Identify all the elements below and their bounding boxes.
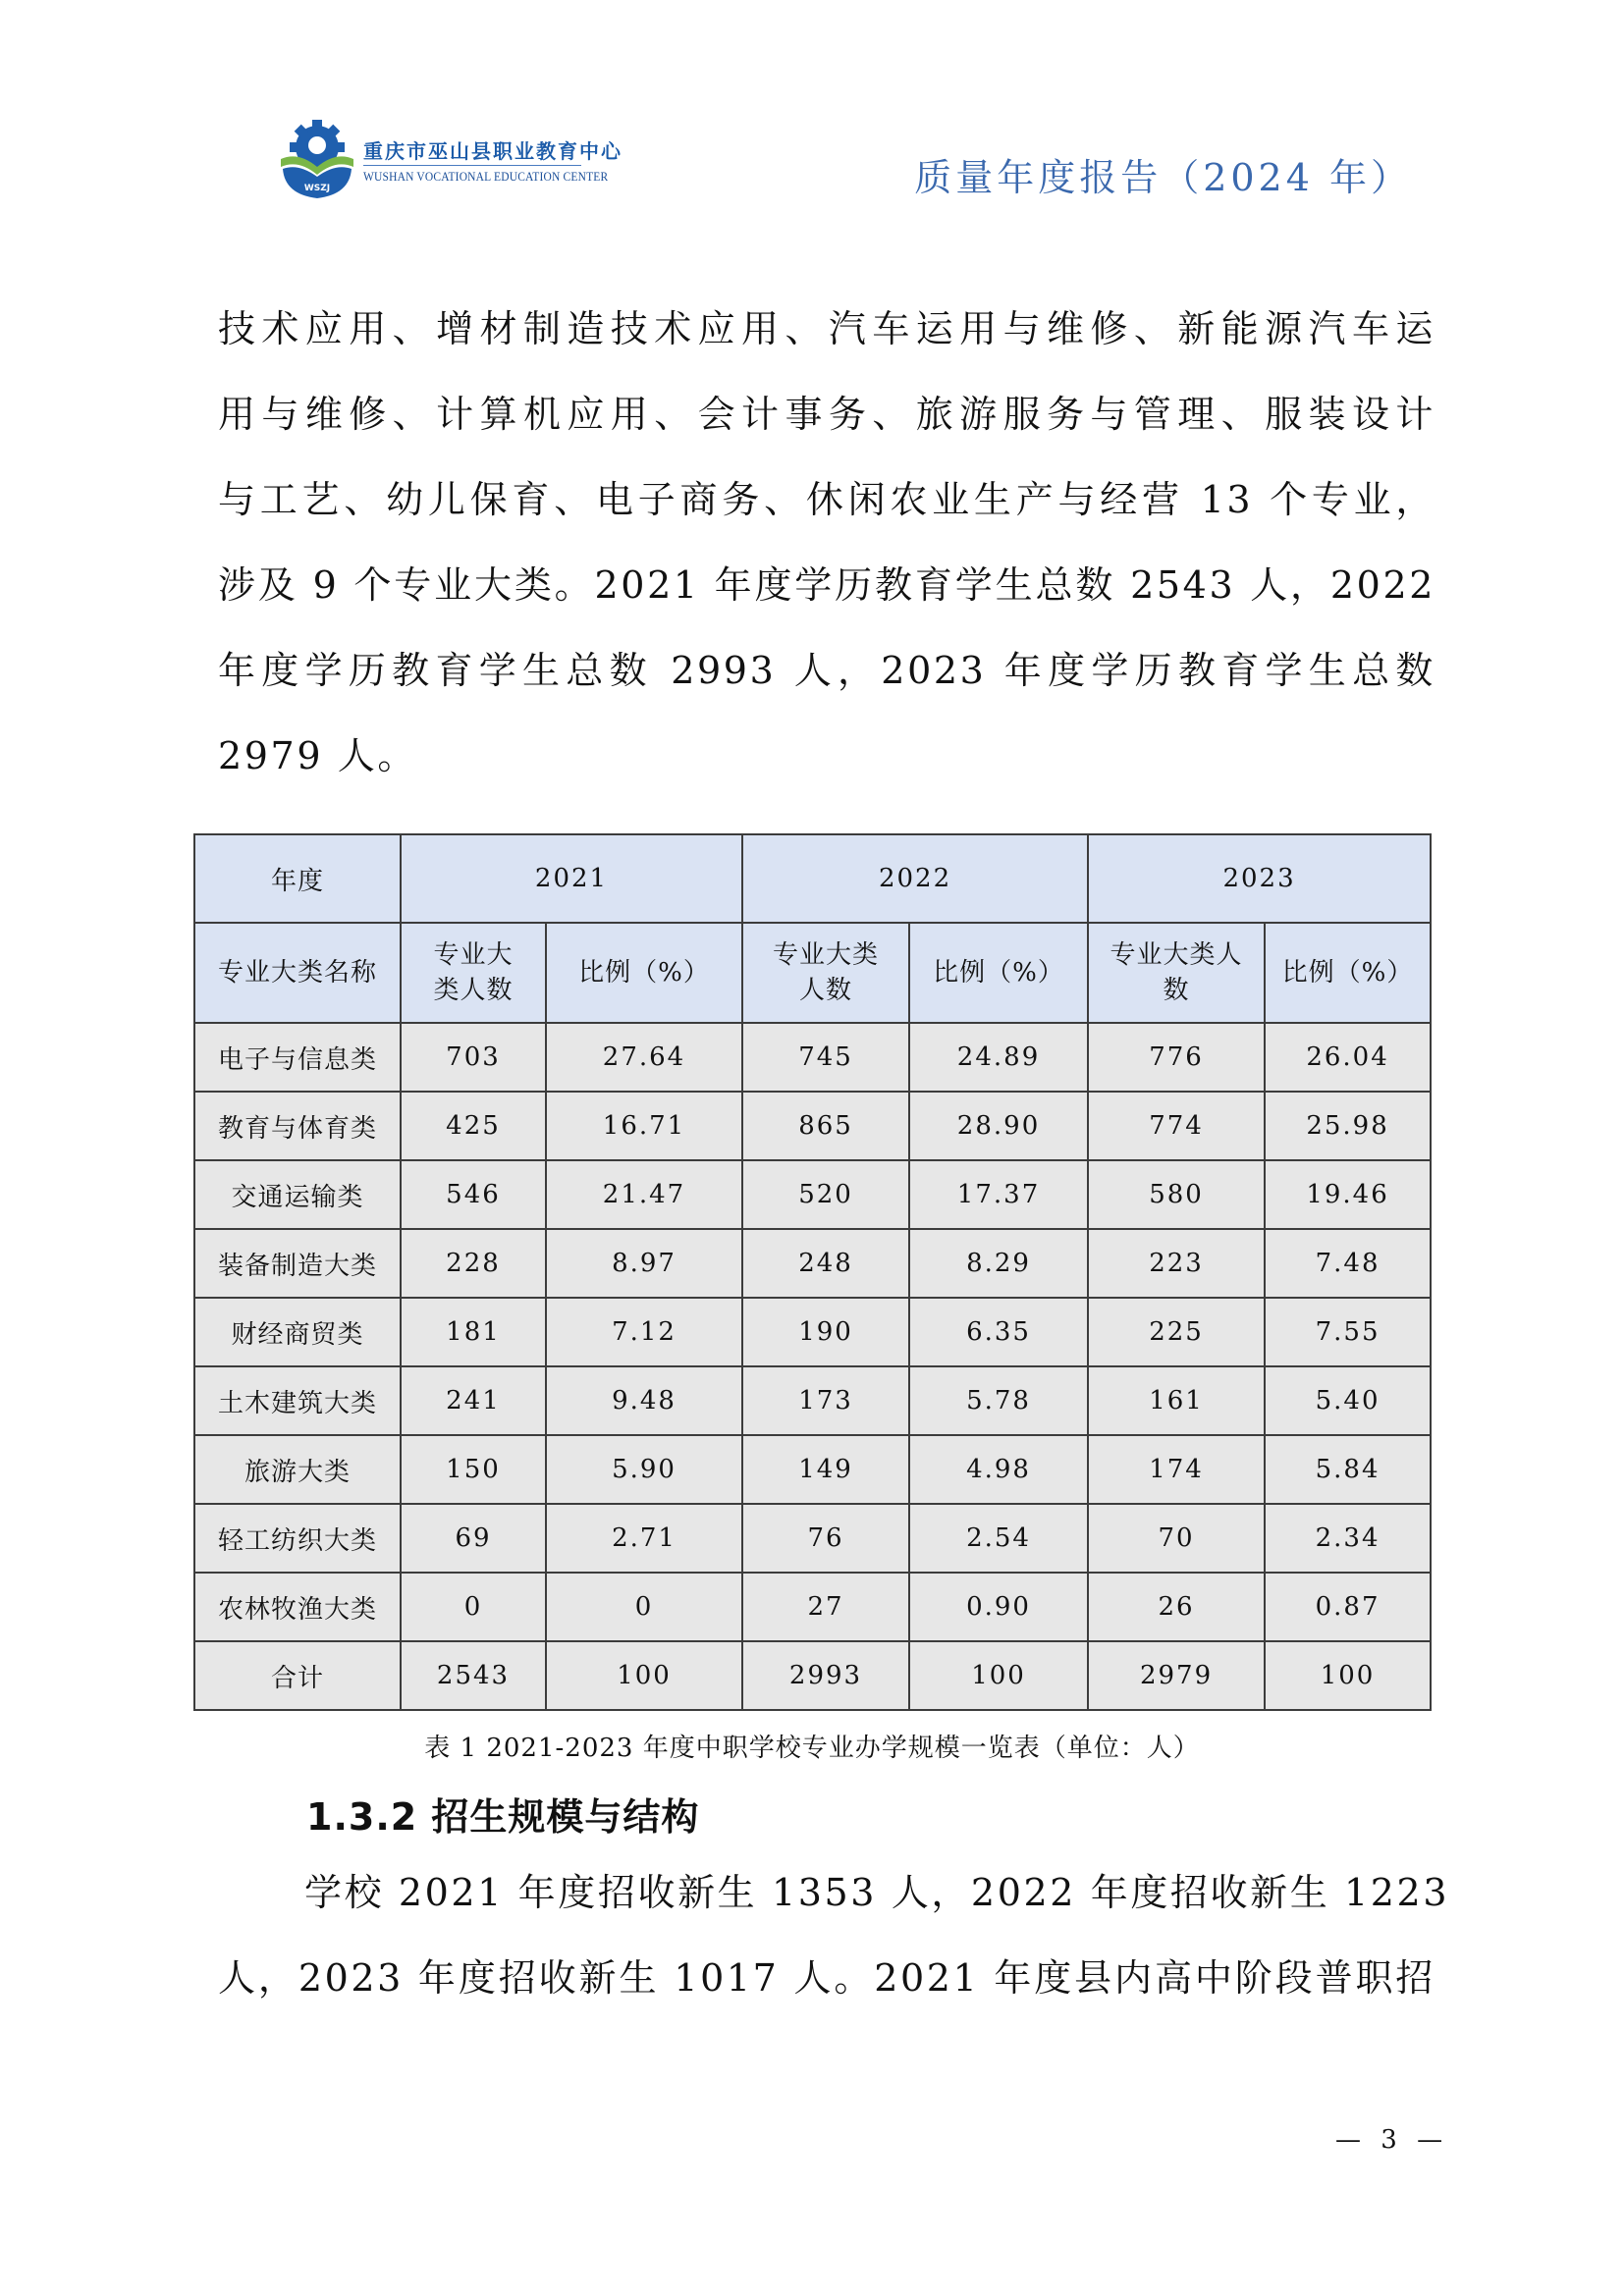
cell-count-2023: 225 bbox=[1088, 1298, 1265, 1366]
cell-count-2021: 150 bbox=[401, 1435, 546, 1504]
cell-category-name: 旅游大类 bbox=[194, 1435, 401, 1504]
gear-book-logo-icon bbox=[273, 116, 361, 200]
cell-count-2023: 70 bbox=[1088, 1504, 1265, 1573]
cell-count-2022: 149 bbox=[742, 1435, 909, 1504]
cell-count-2023: 174 bbox=[1088, 1435, 1265, 1504]
cell-count-2022: 2993 bbox=[742, 1641, 909, 1710]
cell-ratio-2023: 2.34 bbox=[1265, 1504, 1431, 1573]
cell-ratio-2021: 0 bbox=[546, 1573, 742, 1641]
logo-divider bbox=[363, 165, 581, 166]
cell-ratio-2021: 16.71 bbox=[546, 1092, 742, 1160]
cell-ratio-2021: 8.97 bbox=[546, 1229, 742, 1298]
cell-ratio-2023: 100 bbox=[1265, 1641, 1431, 1710]
header-ratio-2021: 比例（%） bbox=[546, 923, 742, 1023]
cell-category-name: 轻工纺织大类 bbox=[194, 1504, 401, 1573]
school-name-english: WUSHAN VOCATIONAL EDUCATION CENTER bbox=[363, 170, 609, 184]
cell-count-2021: 181 bbox=[401, 1298, 546, 1366]
cell-ratio-2022: 4.98 bbox=[909, 1435, 1088, 1504]
table-row-total bbox=[194, 1641, 1431, 1710]
cell-ratio-2022: 24.89 bbox=[909, 1023, 1088, 1092]
cell-count-2022: 865 bbox=[742, 1092, 909, 1160]
table-row bbox=[194, 1366, 1431, 1435]
cell-ratio-2021: 2.71 bbox=[546, 1504, 742, 1573]
report-title: 质量年度报告（2024 年） bbox=[914, 156, 1412, 199]
cell-ratio-2023: 7.48 bbox=[1265, 1229, 1431, 1298]
cell-count-2023: 776 bbox=[1088, 1023, 1265, 1092]
cell-ratio-2023: 25.98 bbox=[1265, 1092, 1431, 1160]
cell-ratio-2021: 9.48 bbox=[546, 1366, 742, 1435]
cell-count-2023: 580 bbox=[1088, 1160, 1265, 1229]
body-paragraph-admissions bbox=[218, 1850, 1450, 2021]
cell-ratio-2021: 100 bbox=[546, 1641, 742, 1710]
cell-ratio-2022: 2.54 bbox=[909, 1504, 1088, 1573]
section-heading: 1.3.2 招生规模与结构 bbox=[306, 1795, 700, 1839]
cell-ratio-2022: 17.37 bbox=[909, 1160, 1088, 1229]
header-year-2022: 2022 bbox=[742, 834, 1088, 923]
cell-count-2023: 26 bbox=[1088, 1573, 1265, 1641]
cell-category-name: 交通运输类 bbox=[194, 1160, 401, 1229]
cell-ratio-2021: 5.90 bbox=[546, 1435, 742, 1504]
cell-count-2022: 520 bbox=[742, 1160, 909, 1229]
cell-ratio-2023: 19.46 bbox=[1265, 1160, 1431, 1229]
body-paragraph-majors bbox=[218, 287, 1435, 799]
cell-category-name: 合计 bbox=[194, 1641, 401, 1710]
cell-count-2022: 27 bbox=[742, 1573, 909, 1641]
text-line: 2979 人。 bbox=[218, 734, 417, 777]
text-line: 技术应用、增材制造技术应用、汽车运用与维修、新能源汽车运 bbox=[218, 307, 1435, 350]
cell-count-2021: 546 bbox=[401, 1160, 546, 1229]
cell-count-2021: 703 bbox=[401, 1023, 546, 1092]
cell-count-2023: 2979 bbox=[1088, 1641, 1265, 1710]
cell-ratio-2023: 0.87 bbox=[1265, 1573, 1431, 1641]
cell-count-2021: 69 bbox=[401, 1504, 546, 1573]
header-ratio-2023: 比例（%） bbox=[1265, 923, 1431, 1023]
cell-count-2023: 161 bbox=[1088, 1366, 1265, 1435]
cell-category-name: 财经商贸类 bbox=[194, 1298, 401, 1366]
cell-ratio-2021: 27.64 bbox=[546, 1023, 742, 1092]
header-count-2021: 专业大 类人数 bbox=[401, 923, 546, 1023]
cell-ratio-2021: 7.12 bbox=[546, 1298, 742, 1366]
cell-ratio-2023: 26.04 bbox=[1265, 1023, 1431, 1092]
cell-count-2021: 0 bbox=[401, 1573, 546, 1641]
cell-ratio-2021: 21.47 bbox=[546, 1160, 742, 1229]
header-year-label: 年度 bbox=[194, 834, 401, 923]
cell-count-2021: 228 bbox=[401, 1229, 546, 1298]
cell-ratio-2023: 5.40 bbox=[1265, 1366, 1431, 1435]
table-row bbox=[194, 1298, 1431, 1366]
cell-count-2021: 425 bbox=[401, 1092, 546, 1160]
table-row bbox=[194, 1023, 1431, 1092]
cell-ratio-2023: 5.84 bbox=[1265, 1435, 1431, 1504]
table-row bbox=[194, 1435, 1431, 1504]
cell-ratio-2022: 6.35 bbox=[909, 1298, 1088, 1366]
table-row bbox=[194, 1504, 1431, 1573]
cell-category-name: 电子与信息类 bbox=[194, 1023, 401, 1092]
cell-count-2023: 223 bbox=[1088, 1229, 1265, 1298]
cell-category-name: 土木建筑大类 bbox=[194, 1366, 401, 1435]
cell-ratio-2023: 7.55 bbox=[1265, 1298, 1431, 1366]
table-row bbox=[194, 1573, 1431, 1641]
school-name-chinese: 重庆市巫山县职业教育中心 bbox=[363, 139, 623, 163]
page-number: — 3 — bbox=[1335, 2125, 1449, 2155]
table-caption: 表 1 2021-2023 年度中职学校专业办学规模一览表（单位：人） bbox=[424, 1734, 1200, 1763]
cell-ratio-2022: 5.78 bbox=[909, 1366, 1088, 1435]
enrollment-by-category-table bbox=[193, 833, 1432, 1711]
text-line: 学校 2021 年度招收新生 1353 人，2022 年度招收新生 1223 bbox=[304, 1871, 1450, 1914]
header-category-name: 专业大类名称 bbox=[194, 923, 401, 1023]
header-count-2022: 专业大类 人数 bbox=[742, 923, 909, 1023]
cell-count-2023: 774 bbox=[1088, 1092, 1265, 1160]
text-line: 与工艺、幼儿保育、电子商务、休闲农业生产与经营 13 个专业， bbox=[218, 478, 1435, 521]
cell-category-name: 装备制造大类 bbox=[194, 1229, 401, 1298]
svg-text:WSZJ: WSZJ bbox=[303, 184, 331, 193]
cell-count-2021: 241 bbox=[401, 1366, 546, 1435]
school-logo bbox=[273, 116, 623, 200]
cell-count-2022: 173 bbox=[742, 1366, 909, 1435]
cell-count-2022: 190 bbox=[742, 1298, 909, 1366]
cell-ratio-2022: 8.29 bbox=[909, 1229, 1088, 1298]
text-line: 涉及 9 个专业大类。2021 年度学历教育学生总数 2543 人，2022 bbox=[218, 563, 1435, 607]
cell-count-2021: 2543 bbox=[401, 1641, 546, 1710]
header-count-2023: 专业大类人 数 bbox=[1088, 923, 1265, 1023]
cell-ratio-2022: 100 bbox=[909, 1641, 1088, 1710]
cell-category-name: 教育与体育类 bbox=[194, 1092, 401, 1160]
text-line: 用与维修、计算机应用、会计事务、旅游服务与管理、服装设计 bbox=[218, 393, 1435, 436]
cell-ratio-2022: 0.90 bbox=[909, 1573, 1088, 1641]
table-header-row-years bbox=[194, 834, 1431, 923]
table-body bbox=[194, 1023, 1431, 1710]
cell-count-2022: 745 bbox=[742, 1023, 909, 1092]
table-row bbox=[194, 1160, 1431, 1229]
cell-ratio-2022: 28.90 bbox=[909, 1092, 1088, 1160]
text-line: 年度学历教育学生总数 2993 人，2023 年度学历教育学生总数 bbox=[218, 649, 1435, 692]
header-year-2021: 2021 bbox=[401, 834, 742, 923]
table-row bbox=[194, 1229, 1431, 1298]
cell-count-2022: 76 bbox=[742, 1504, 909, 1573]
header-ratio-2022: 比例（%） bbox=[909, 923, 1088, 1023]
text-line: 人，2023 年度招收新生 1017 人。2021 年度县内高中阶段普职招 bbox=[218, 1956, 1435, 2000]
table-header-row-columns bbox=[194, 923, 1431, 1023]
cell-category-name: 农林牧渔大类 bbox=[194, 1573, 401, 1641]
table-row bbox=[194, 1092, 1431, 1160]
cell-count-2022: 248 bbox=[742, 1229, 909, 1298]
header-year-2023: 2023 bbox=[1088, 834, 1431, 923]
